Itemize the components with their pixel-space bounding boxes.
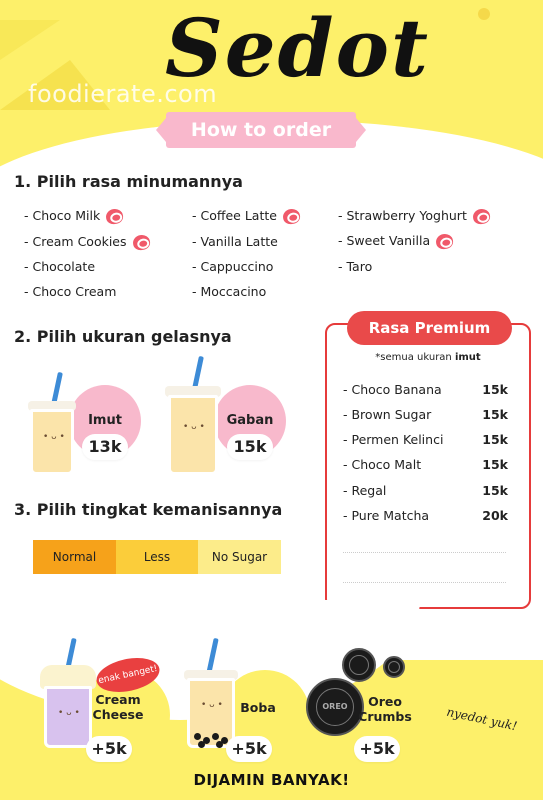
cup-face-icon: • ᴗ • [58, 708, 80, 718]
heart-icon [131, 234, 150, 252]
watermark: foodierate.com [28, 80, 218, 108]
step3-title: 3. Pilih tingkat kemanisannya [14, 500, 283, 519]
topping-name: Cream Cheese [92, 692, 144, 722]
flavor-item: - Chocolate [24, 259, 96, 274]
premium-note: *semua ukuran imut [375, 352, 481, 363]
sweetness-no-sugar: No Sugar [198, 540, 281, 574]
sweetness-less: Less [116, 540, 198, 574]
decor-triangle [0, 20, 60, 60]
flavor-item: - Strawberry Yoghurt [338, 208, 490, 224]
topping-name: Boba [240, 700, 276, 715]
size-label: Imut [88, 413, 122, 428]
cup-face-icon: • ᴗ • [183, 422, 205, 432]
boba-pearl [194, 733, 201, 740]
brand-logo: Sedot [165, 1, 430, 95]
boba-pearl [198, 741, 205, 748]
topping-price: +5k [226, 736, 272, 762]
heart-icon [435, 233, 454, 251]
oreo-cookie-icon [342, 648, 376, 682]
flavor-item: - Choco Cream [24, 284, 117, 299]
flavor-item: - Moccacino [192, 284, 267, 299]
premium-item: - Choco Banana 15k [343, 382, 508, 397]
premium-item: - Regal 15k [343, 483, 508, 498]
boba-pearl [216, 741, 223, 748]
premium-item: - Brown Sugar 15k [343, 407, 508, 422]
premium-item: - Pure Matcha 20k [343, 508, 508, 523]
empty-line [343, 552, 506, 553]
heart-icon [282, 208, 301, 226]
topping-name: Oreo Crumbs [358, 694, 412, 724]
footer-tagline: DIJAMIN BANYAK! [193, 771, 350, 789]
step2-title: 2. Pilih ukuran gelasnya [14, 327, 232, 346]
cup-face-icon: • ᴗ • [201, 700, 223, 710]
oreo-logo-text: OREO [322, 702, 348, 711]
oreo-cookie-icon [383, 656, 405, 678]
cup-imut-icon [30, 409, 74, 475]
boba-pearl [212, 733, 219, 740]
cup-gaban-icon [168, 395, 218, 475]
heart-icon [472, 208, 491, 226]
decor-dot [478, 8, 490, 20]
size-label: Gaban [226, 413, 274, 428]
topping-price: +5k [86, 736, 132, 762]
step1-title: 1. Pilih rasa minumannya [14, 172, 243, 191]
flavor-item: - Cream Cookies [24, 234, 150, 250]
cup-face-icon: • ᴗ • [43, 432, 65, 442]
flavor-item: - Taro [338, 259, 373, 274]
sweetness-scale [33, 540, 281, 574]
size-price: 13k [82, 434, 128, 460]
heart-icon [105, 208, 124, 226]
flavor-item: - Choco Milk [24, 208, 123, 224]
premium-item: - Choco Malt 15k [343, 457, 508, 472]
sweetness-normal: Normal [33, 540, 116, 574]
slogan: nyedot yuk! [445, 704, 519, 734]
enak-banget-badge: enak banget! [93, 653, 162, 698]
flavor-item: - Coffee Latte [192, 208, 300, 224]
topping-price: +5k [354, 736, 400, 762]
premium-item: - Permen Kelinci 15k [343, 432, 508, 447]
flavor-item: - Sweet Vanilla [338, 233, 453, 249]
flavor-item: - Cappuccino [192, 259, 274, 274]
empty-line [343, 582, 506, 583]
how-to-order-banner: How to order [166, 112, 356, 148]
flavor-item: - Vanilla Latte [192, 234, 278, 249]
premium-title: Rasa Premium [347, 311, 512, 345]
size-price: 15k [227, 434, 273, 460]
